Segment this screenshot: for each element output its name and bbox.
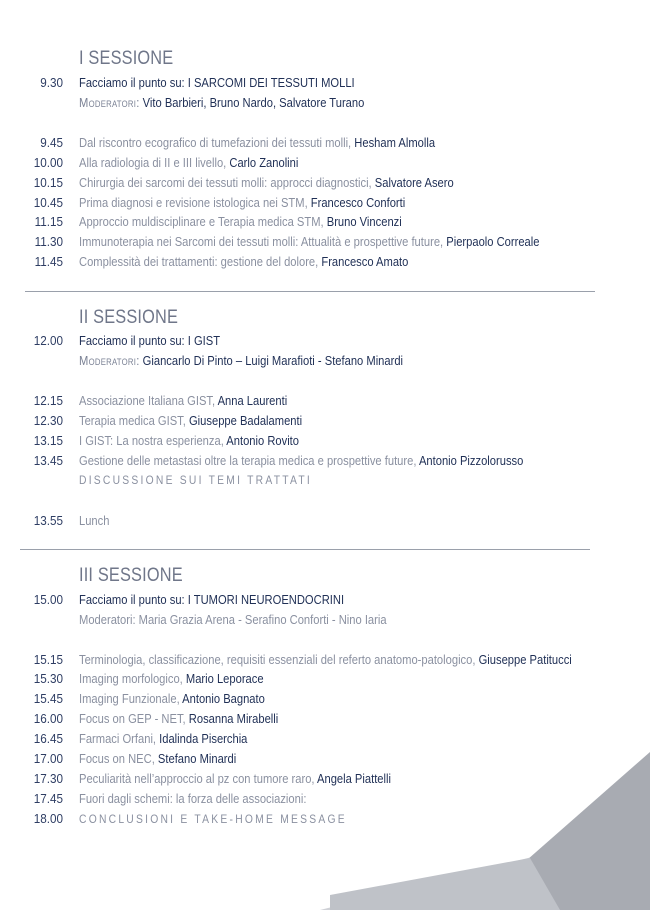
speaker: Francesco Conforti bbox=[310, 195, 406, 210]
agenda-item bbox=[0, 452, 650, 470]
speaker: Antonio Bagnato bbox=[182, 691, 265, 706]
topic: Imaging Funzionale, bbox=[79, 691, 183, 706]
time: 15.00 bbox=[33, 592, 63, 607]
topic: Alla radiologia di II e III livello, bbox=[79, 155, 230, 170]
agenda-item bbox=[0, 134, 650, 152]
topic: Complessità dei trattamenti: gestione del dolore, bbox=[79, 254, 322, 269]
session-intro bbox=[0, 332, 650, 350]
time: 13.45 bbox=[33, 453, 63, 468]
speaker: Rosanna Mirabelli bbox=[188, 711, 279, 726]
moderators-label: Moderatori: bbox=[79, 95, 140, 110]
closing-text: CONCLUSIONI E TAKE-HOME MESSAGE bbox=[79, 812, 347, 826]
discussion-text: DISCUSSIONE SUI TEMI TRATTATI bbox=[79, 473, 313, 487]
agenda-item bbox=[0, 670, 650, 688]
topic: Fuori dagli schemi: la forza delle associazioni: bbox=[79, 791, 307, 806]
time: 18.00 bbox=[33, 811, 63, 826]
time: 15.30 bbox=[33, 671, 63, 686]
agenda-item bbox=[0, 730, 650, 748]
lunch-row bbox=[0, 512, 650, 530]
speaker: Pierpaolo Correale bbox=[446, 234, 540, 249]
time: 15.45 bbox=[33, 691, 63, 706]
discussion-row bbox=[0, 471, 650, 489]
time: 11.15 bbox=[34, 214, 63, 229]
speaker: Anna Laurenti bbox=[217, 393, 288, 408]
speaker: Giuseppe Patitucci bbox=[478, 652, 572, 667]
agenda-item bbox=[0, 174, 650, 192]
speaker: Carlo Zanolini bbox=[229, 155, 299, 170]
agenda-item bbox=[0, 651, 650, 669]
topic: Associazione Italiana GIST, bbox=[79, 393, 218, 408]
time: 10.45 bbox=[33, 195, 63, 210]
intro-text: Facciamo il punto su: I TUMORI NEUROENDOCRINI bbox=[79, 592, 345, 607]
closing-row bbox=[0, 810, 650, 828]
speaker: Hesham Almolla bbox=[354, 135, 436, 150]
topic: Peculiarità nell’approccio al pz con tumore raro, bbox=[79, 771, 318, 786]
speaker: Stefano Minardi bbox=[157, 751, 237, 766]
speaker: Idalinda Piserchia bbox=[159, 731, 248, 746]
session-intro bbox=[0, 74, 650, 92]
topic: Gestione delle metastasi oltre la terapia medica e prospettive future, bbox=[79, 453, 419, 468]
topic: Terapia medica GIST, bbox=[79, 413, 189, 428]
agenda-item bbox=[0, 750, 650, 768]
time: 10.15 bbox=[33, 175, 63, 190]
time: 9.45 bbox=[40, 135, 63, 150]
agenda-item bbox=[0, 412, 650, 430]
time: 12.15 bbox=[33, 393, 63, 408]
agenda-item bbox=[0, 432, 650, 450]
session-title: II SESSIONE bbox=[79, 307, 179, 328]
time: 12.00 bbox=[33, 333, 63, 348]
topic: Dal riscontro ecografico di tumefazioni dei tessuti molli, bbox=[79, 135, 355, 150]
topic: Focus on NEC, bbox=[79, 751, 158, 766]
topic: Imaging morfologico, bbox=[79, 671, 186, 686]
agenda-item bbox=[0, 194, 650, 212]
moderators-names: Giancarlo Di Pinto – Luigi Marafioti - Stefano Minardi bbox=[139, 353, 404, 368]
time: 11.45 bbox=[34, 254, 63, 269]
time: 17.45 bbox=[33, 791, 63, 806]
mid-triangle bbox=[330, 858, 560, 910]
agenda-item bbox=[0, 790, 650, 808]
topic: Chirurgia dei sarcomi dei tessuti molli: approcci diagnostici, bbox=[79, 175, 375, 190]
time: 16.45 bbox=[33, 731, 63, 746]
topic: Immunoterapia nei Sarcomi dei tessuti molli: Attualità e prospettive future, bbox=[79, 234, 447, 249]
intro-text: Facciamo il punto su: I SARCOMI DEI TESSUTI MOLLI bbox=[79, 75, 355, 90]
moderators bbox=[0, 352, 650, 370]
agenda-item bbox=[0, 154, 650, 172]
session-title: III SESSIONE bbox=[79, 565, 183, 586]
lunch-text: Lunch bbox=[79, 513, 110, 528]
time: 13.55 bbox=[33, 513, 63, 528]
section-divider bbox=[25, 291, 595, 292]
speaker: Salvatore Asero bbox=[374, 175, 454, 190]
moderators-names: Vito Barbieri, Bruno Nardo, Salvatore Turano bbox=[139, 95, 365, 110]
agenda-item bbox=[0, 392, 650, 410]
speaker: Giuseppe Badalamenti bbox=[188, 413, 303, 428]
time: 17.00 bbox=[33, 751, 63, 766]
time: 11.30 bbox=[34, 234, 63, 249]
agenda-item bbox=[0, 233, 650, 251]
time: 12.30 bbox=[33, 413, 63, 428]
speaker: Antonio Rovito bbox=[226, 433, 300, 448]
agenda-item bbox=[0, 710, 650, 728]
time: 10.00 bbox=[33, 155, 63, 170]
time: 15.15 bbox=[33, 652, 63, 667]
topic: Approccio muldisciplinare e Terapia medica STM, bbox=[79, 214, 327, 229]
topic: Terminologia, classificazione, requisiti essenziali del referto anatomo-patologico, bbox=[79, 652, 479, 667]
speaker: Antonio Pizzolorusso bbox=[418, 453, 524, 468]
agenda-item bbox=[0, 253, 650, 271]
moderators-text: Moderatori: Maria Grazia Arena - Serafino Conforti - Nino Iaria bbox=[79, 612, 387, 627]
time: 13.15 bbox=[33, 433, 63, 448]
moderators bbox=[0, 611, 650, 629]
time: 9.30 bbox=[40, 75, 63, 90]
moderators bbox=[0, 94, 650, 112]
speaker: Angela Piattelli bbox=[317, 771, 391, 786]
agenda-item bbox=[0, 770, 650, 788]
time: 17.30 bbox=[33, 771, 63, 786]
agenda-item bbox=[0, 213, 650, 231]
session-intro bbox=[0, 591, 650, 609]
topic: Prima diagnosi e revisione istologica nei STM, bbox=[79, 195, 311, 210]
time: 16.00 bbox=[33, 711, 63, 726]
intro-text: Facciamo il punto su: I GIST bbox=[79, 333, 221, 348]
topic: Focus on GEP - NET, bbox=[79, 711, 189, 726]
agenda-item bbox=[0, 690, 650, 708]
moderators-label: Moderatori: bbox=[79, 353, 140, 368]
speaker: Mario Leporace bbox=[185, 671, 264, 686]
speaker: Bruno Vincenzi bbox=[326, 214, 402, 229]
speaker: Francesco Amato bbox=[321, 254, 409, 269]
session-title: I SESSIONE bbox=[79, 48, 174, 69]
topic: Farmaci Orfani, bbox=[79, 731, 160, 746]
section-divider bbox=[20, 549, 590, 550]
topic: I GIST: La nostra esperienza, bbox=[79, 433, 227, 448]
